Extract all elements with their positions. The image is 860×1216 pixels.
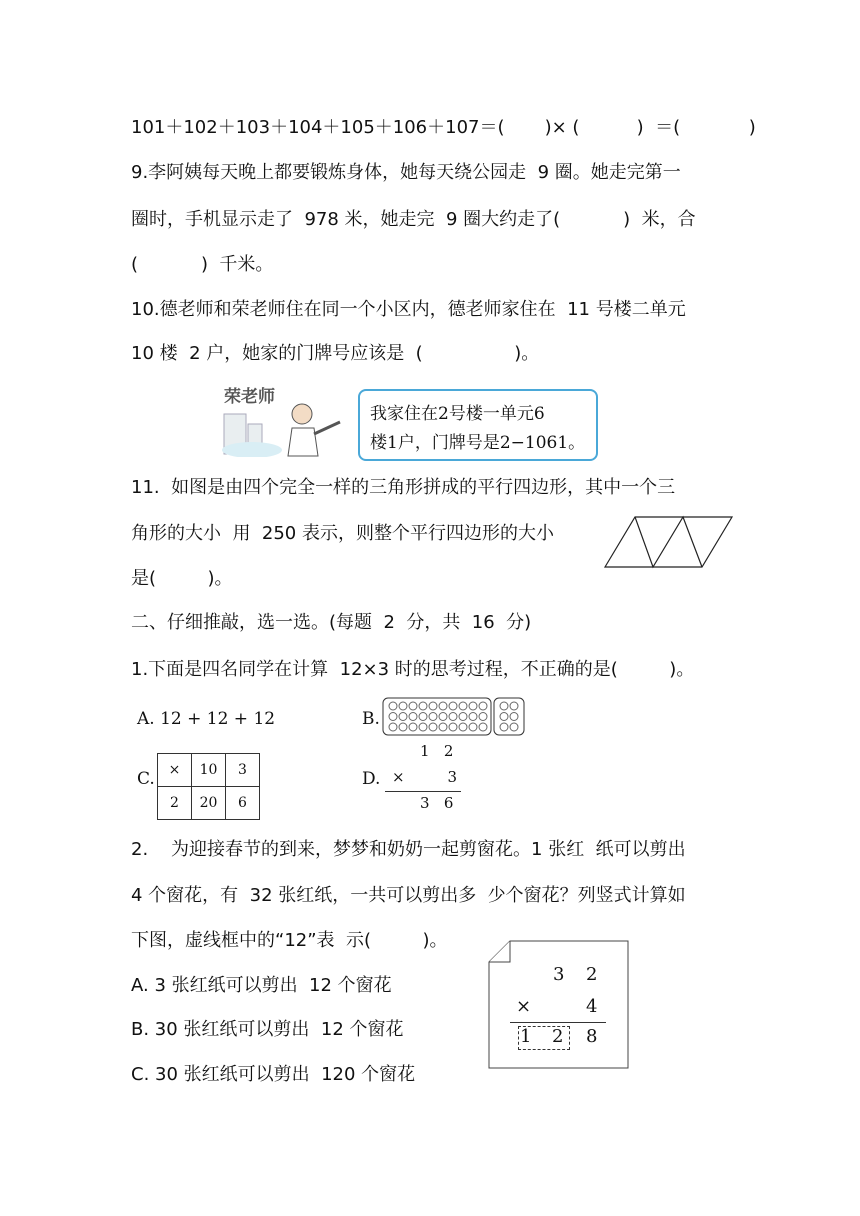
- question-11-line-2: 角形的大小 用 250 表示，则整个平行四边形的大小: [131, 523, 554, 544]
- dot-icon: [439, 723, 447, 731]
- question-2-option-b: B. 30 张红纸可以剪出 12 个窗花: [131, 1019, 404, 1040]
- calc-times: ×: [516, 996, 532, 1017]
- dot-icon: [409, 713, 417, 721]
- question-10-line-1: 10.德老师和荣老师住在同一个小区内，德老师家住在 11 号楼二单元: [131, 299, 686, 320]
- table-cell: 6: [226, 787, 260, 820]
- option-c-table: [157, 753, 260, 820]
- dot-icon: [459, 723, 467, 731]
- dot-icon: [479, 723, 487, 731]
- dot-icon: [469, 702, 477, 710]
- dot-icon: [419, 713, 427, 721]
- option-c-label: C.: [137, 769, 155, 789]
- question-11-line-1: 11. 如图是由四个完全一样的三角形拼成的平行四边形，其中一个三: [131, 477, 676, 498]
- question-2-line-1: 2. 为迎接春节的到来，梦梦和奶奶一起剪窗花。1 张红 纸可以剪出: [131, 839, 686, 860]
- dot-icon: [419, 723, 427, 731]
- speech-bubble: [358, 389, 598, 461]
- question-1-stem: 1.下面是四名同学在计算 12×3 时的思考过程，不正确的是( )。: [131, 659, 695, 680]
- teacher-figure-icon: [222, 402, 352, 457]
- dot-icon: [399, 723, 407, 731]
- dot-icon: [500, 723, 508, 731]
- dot-icon: [429, 702, 437, 710]
- dot-icon: [399, 713, 407, 721]
- dot-icon: [500, 702, 508, 710]
- dot-icon: [429, 723, 437, 731]
- dot-icon: [399, 702, 407, 710]
- dot-icon: [439, 713, 447, 721]
- calc-result-digit1: 1: [520, 1026, 532, 1047]
- table-cell: 2: [158, 787, 192, 820]
- calc-row1-digit2: 2: [586, 964, 598, 985]
- question-11-line-3: 是( )。: [131, 568, 233, 589]
- calc-result-digit2: 2: [552, 1026, 564, 1047]
- dot-icon: [429, 713, 437, 721]
- dot-icon: [409, 702, 417, 710]
- vertical-calc-card: [488, 940, 628, 1069]
- dot-icon: [510, 713, 518, 721]
- option-d-row-1: 1 2: [420, 742, 454, 760]
- table-cell: 3: [226, 754, 260, 787]
- dot-icon: [510, 723, 518, 731]
- dot-icon: [419, 702, 427, 710]
- teacher-name-tag: 荣老师: [224, 387, 275, 407]
- dot-icon: [389, 723, 397, 731]
- calc-rule: [510, 1022, 606, 1023]
- option-d-row-2: × 3: [392, 768, 458, 786]
- table-cell: 20: [192, 787, 226, 820]
- dot-icon: [479, 713, 487, 721]
- dot-icon: [389, 702, 397, 710]
- option-b-label: B.: [362, 709, 380, 729]
- table-cell: 10: [192, 754, 226, 787]
- section-2-title: 二、仔细推敲，选一选。(每题 2 分，共 16 分): [131, 612, 532, 633]
- dot-icon: [389, 713, 397, 721]
- calc-row2-digit: 4: [586, 996, 598, 1017]
- table-cell: ×: [158, 754, 192, 787]
- dot-icon: [500, 713, 508, 721]
- question-2-option-c: C. 30 张红纸可以剪出 120 个窗花: [131, 1064, 416, 1085]
- calc-row1-digit1: 3: [553, 964, 565, 985]
- speech-line-2: 楼1户，门牌号是2−1061。: [370, 433, 586, 453]
- dot-icon: [449, 702, 457, 710]
- text-line-1: 101＋102＋103＋104＋105＋106＋107＝( )× ( ) ＝( ): [131, 117, 756, 138]
- dot-icon: [449, 713, 457, 721]
- option-d-label: D.: [362, 769, 381, 789]
- question-2-option-a: A. 3 张红纸可以剪出 12 个窗花: [131, 975, 392, 996]
- question-9-line-2: 圈时，手机显示走了 978 米，她走完 9 圈大约走了( ) 米，合: [131, 209, 696, 230]
- dot-icon: [469, 723, 477, 731]
- dot-icon: [459, 713, 467, 721]
- dot-icon: [439, 702, 447, 710]
- dot-icon: [459, 702, 467, 710]
- speech-line-1: 我家住在2号楼一单元6: [370, 404, 545, 424]
- dot-icon: [469, 713, 477, 721]
- question-9-line-1: 9.李阿姨每天晚上都要锻炼身体，她每天绕公园走 9 圈。她走完第一: [131, 162, 681, 183]
- parallelogram-figure: [600, 514, 736, 570]
- option-a: A. 12 + 12 + 12: [137, 709, 276, 729]
- question-9-line-3: ( ) 千米。: [131, 254, 274, 275]
- dot-icon: [409, 723, 417, 731]
- calc-result-digit3: 8: [586, 1026, 598, 1047]
- dot-icon: [449, 723, 457, 731]
- dot-icon: [510, 702, 518, 710]
- dot-icon: [479, 702, 487, 710]
- option-d-rule: [385, 791, 461, 792]
- option-d-row-3: 3 6: [420, 794, 454, 812]
- question-10-line-2: 10 楼 2 户，她家的门牌号应该是 ( )。: [131, 343, 540, 364]
- option-b-dots-figure: [382, 697, 526, 737]
- question-2-line-3: 下图，虚线框中的“12”表 示( )。: [131, 930, 448, 951]
- card-frame-icon: [488, 940, 629, 1070]
- question-2-line-2: 4 个窗花，有 32 张红纸，一共可以剪出多 少个窗花？列竖式计算如: [131, 885, 686, 906]
